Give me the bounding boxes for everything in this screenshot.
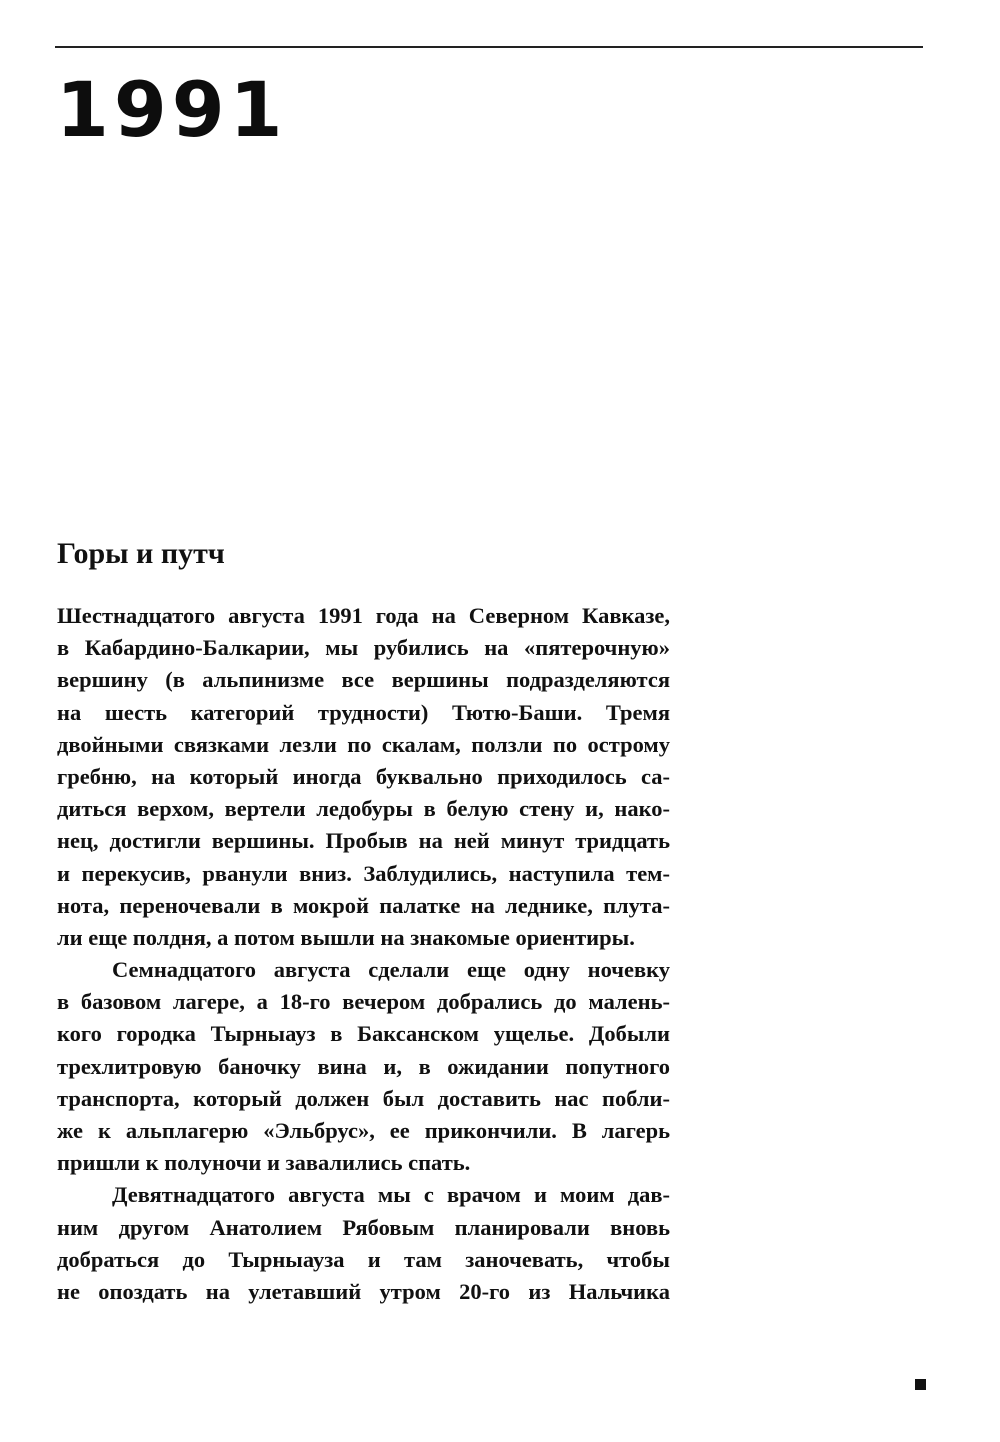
paragraph-1 bbox=[57, 600, 670, 954]
text-line: Семнадцатого августа сделали еще одну ночевку bbox=[112, 957, 670, 983]
text-line: пришли к полуночи и завалились спать. bbox=[57, 1150, 471, 1176]
text-line: на шесть категорий трудности) Тютю-Баши. Тремя bbox=[57, 699, 670, 725]
top-rule bbox=[55, 46, 923, 48]
text-line: добраться до Тырныауза и там заночевать, чтобы bbox=[57, 1246, 670, 1272]
body-text bbox=[57, 600, 670, 1308]
page-end-marker bbox=[915, 1379, 926, 1390]
text-line: не опоздать на улетавший утром 20-го из Нальчика bbox=[57, 1278, 670, 1304]
text-line: Девятнадцатого августа мы с врачом и моим дав- bbox=[112, 1182, 670, 1208]
text-line: кого городка Тырныауз в Баксанском ущелье. Добыли bbox=[57, 1021, 670, 1047]
text-line: Шестнадцатого августа 1991 года на Северном Кавказе, bbox=[57, 603, 670, 628]
text-line: же к альплагерю «Эльбрус», ее прикончили. В лагерь bbox=[57, 1118, 670, 1143]
chapter-year: 1991 bbox=[56, 65, 288, 154]
text-line: ним другом Анатолием Рябовым планировали вновь bbox=[57, 1214, 670, 1240]
text-line: диться верхом, вертели ледобуры в белую стену и, нако- bbox=[57, 796, 670, 822]
text-line: нец, достигли вершины. Пробыв на ней минут тридцать bbox=[57, 828, 670, 854]
text-line: в Кабардино-Балкарии, мы рубились на «пятерочную» bbox=[57, 635, 670, 661]
text-line: и перекусив, рванули вниз. Заблудились, наступила тем- bbox=[57, 860, 670, 886]
text-line: в базовом лагере, а 18-го вечером добрались до малень- bbox=[57, 989, 670, 1015]
text-line: гребню, на который иногда буквально приходилось са- bbox=[57, 763, 670, 789]
text-line: двойными связками лезли по скалам, ползли по острому bbox=[57, 731, 670, 757]
text-line: трехлитровую баночку вина и, в ожидании попутного bbox=[57, 1053, 670, 1079]
text-line: нота, переночевали в мокрой палатке на леднике, плута- bbox=[57, 892, 670, 918]
text-line: ли еще полдня, а потом вышли на знакомые ориентиры. bbox=[57, 924, 635, 950]
text-line: вершину (в альпинизме все вершины подразделяются bbox=[57, 667, 670, 693]
text-line: транспорта, который должен был доставить нас побли- bbox=[57, 1085, 670, 1111]
paragraph-3 bbox=[57, 1179, 670, 1308]
paragraph-2 bbox=[57, 954, 670, 1179]
section-title: Горы и путч bbox=[57, 537, 225, 570]
